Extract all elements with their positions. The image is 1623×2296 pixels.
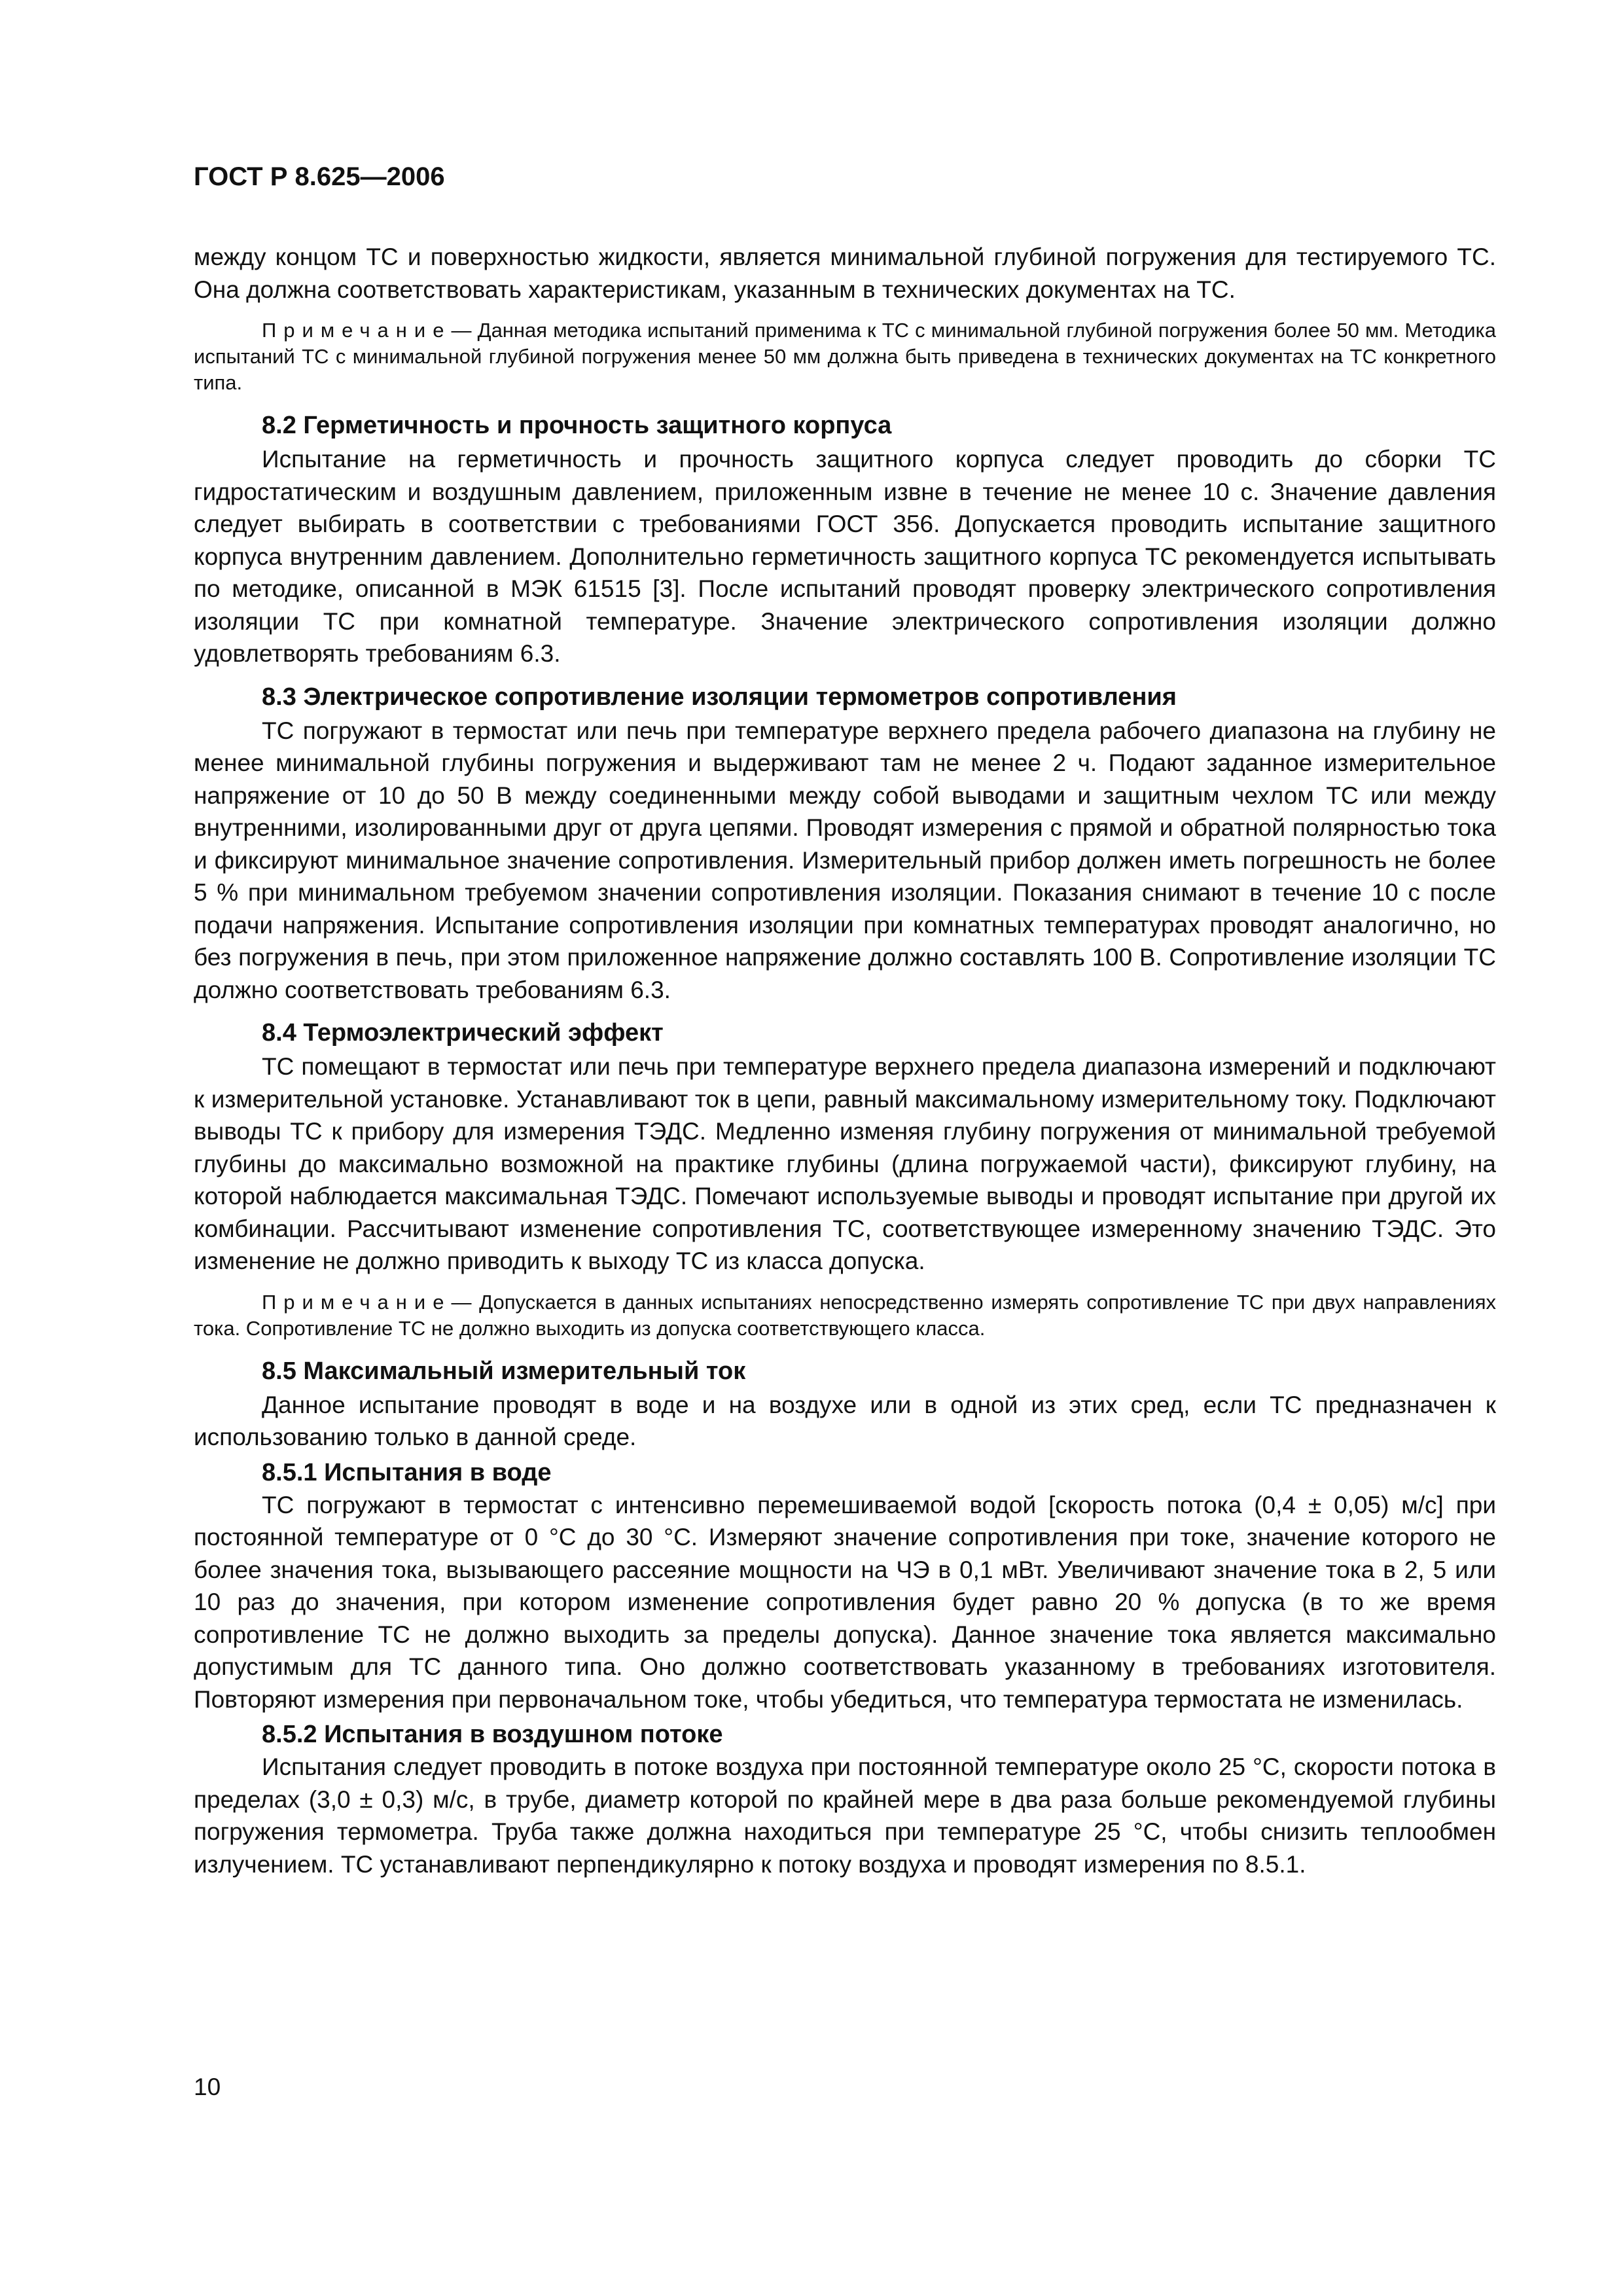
document-page [194, 161, 1496, 1880]
note-1 [194, 317, 1496, 396]
note-2-text: — Допускается в данных испытаниях непосредственно измерять сопротивление ТС при двух направлениях тока. Сопротивление ТС не должно выходить из допуска соответствующего класса. [194, 1290, 1496, 1340]
section-8-5-2-title: 8.5.2 Испытания в воздушном потоке [262, 1721, 723, 1748]
note-1-text: — Данная методика испытаний применима к ТС с минимальной глубиной погружения более 50 мм. Методика испытаний ТС с минимальной глубиной погружения менее 50 мм должна быть приведена в технических документах на ТС конкретного типа. [194, 319, 1496, 394]
section-8-5-2-text: Испытания следует проводить в потоке воздуха при постоянной температуре около 25 °С, скорости потока в пределах (3,0 ± 0,3) м/с, в трубе, диаметр которой по крайней мере в два раза больше рекомендуемой глубины погружения термометра. Труба также должна находиться при температуре 25 °С, чтобы снизить теплообмен излучением. ТС устанавливают перпендикулярно к потоку воздуха и проводят измерения по 8.5.1. [194, 1753, 1496, 1878]
note-2 [194, 1289, 1496, 1342]
document-header: ГОСТ Р 8.625—2006 [194, 162, 445, 191]
section-8-5-text: Данное испытание проводят в воде и на воздухе или в одной из этих сред, если ТС предназначен к использованию только в данной среде. [194, 1391, 1496, 1450]
section-8-5-1-text: ТС погружают в термостат с интенсивно перемешиваемой водой [скорость потока (0,4 ± 0,05) м/с] при постоянной температуре от 0 °С до 30 °С. Измеряют значение сопротивления при токе, значение которого не более значения тока, вызывающего рассеяние мощности на ЧЭ в 0,1 мВт. Увеличивают значение тока в 2, 5 или 10 раз до значения, при котором изменение сопротивления будет равно 20 % допуска (в то же время сопротивление ТС не должно выходить за пределы допуска). Данное значение тока является максимально допустимым для ТС данного типа. Оно должно соответствовать указанному в требованиях изготовителя. Повторяют измерения при первоначальном токе, чтобы убедиться, что температура термостата не изменилась. [194, 1491, 1496, 1713]
section-8-4-title: 8.4 Термоэлектрический эффект [262, 1019, 664, 1047]
note-2-label: Примечание [262, 1290, 452, 1314]
section-8-2-text: Испытание на герметичность и прочность защитного корпуса следует проводить до сборки ТС гидростатическим и воздушным давлением, приложенным извне в течение не менее 10 с. Значение давления следует выбирать в соответствии с требованиями ГОСТ 356. Допускается проводить испытание защитного корпуса внутренним давлением. Дополнительно герметичность защитного корпуса ТС рекомендуется испытывать по методике, описанной в МЭК 61515 [3]. После испытаний проводят проверку электрического сопротивления изоляции ТС при комнатной температуре. Значение электрического сопротивления изоляции должно удовлетворять требованиям 6.3. [194, 446, 1496, 667]
intro-paragraph: между концом ТС и поверхностью жидкости, является минимальной глубиной погружения для тестируемого ТС. Она должна соответствовать характеристикам, указанным в технических документах на ТС. [194, 243, 1496, 303]
section-8-4-text: ТС помещают в термостат или печь при температуре верхнего предела диапазона измерений и подключают к измерительной установке. Устанавливают ток в цепи, равный максимальному измерительному току. Подключают выводы ТС к прибору для измерения ТЭДС. Медленно изменяя глубину погружения от минимальной требуемой глубины до максимально возможной на практике глубины (длина погружаемой части), фиксируют глубину, на которой наблюдается максимальная ТЭДС. Помечают используемые выводы и проводят испытание при другой их комбинации. Рассчитывают изменение сопротивления ТС, соответствующее измеренному значению ТЭДС. Это изменение не должно приводить к выходу ТС из класса допуска. [194, 1053, 1496, 1274]
section-8-5-title: 8.5 Максимальный измерительный ток [262, 1357, 746, 1385]
section-8-5-1-title: 8.5.1 Испытания в воде [262, 1458, 552, 1486]
section-8-2-title: 8.2 Герметичность и прочность защитного корпуса [262, 412, 892, 439]
section-8-3-text: ТС погружают в термостат или печь при температуре верхнего предела рабочего диапазона на глубину не менее минимальной глубины погружения и выдерживают там не менее 2 ч. Подают заданное измерительное напряжение от 10 до 50 В между соединенными между собой выводами и защитным чехлом ТС или между внутренними, изолированными друг от друга цепями. Проводят измерения с прямой и обратной полярностью тока и фиксируют минимальное значение сопротивления. Измерительный прибор должен иметь погрешность не более 5 % при минимальном требуемом значении сопротивления изоляции. Показания снимают в течение 10 с после подачи напряжения. Испытание сопротивления изоляции при комнатных температурах проводят аналогично, но без погружения в печь, при этом приложенное напряжение должно составлять 100 В. Сопротивление изоляции ТС должно соответствовать требованиям 6.3. [194, 717, 1496, 1003]
note-1-label: Примечание [262, 319, 452, 342]
page-number: 10 [194, 2073, 221, 2100]
section-8-3-title: 8.3 Электрическое сопротивление изоляции термометров сопротивления [262, 683, 1177, 711]
